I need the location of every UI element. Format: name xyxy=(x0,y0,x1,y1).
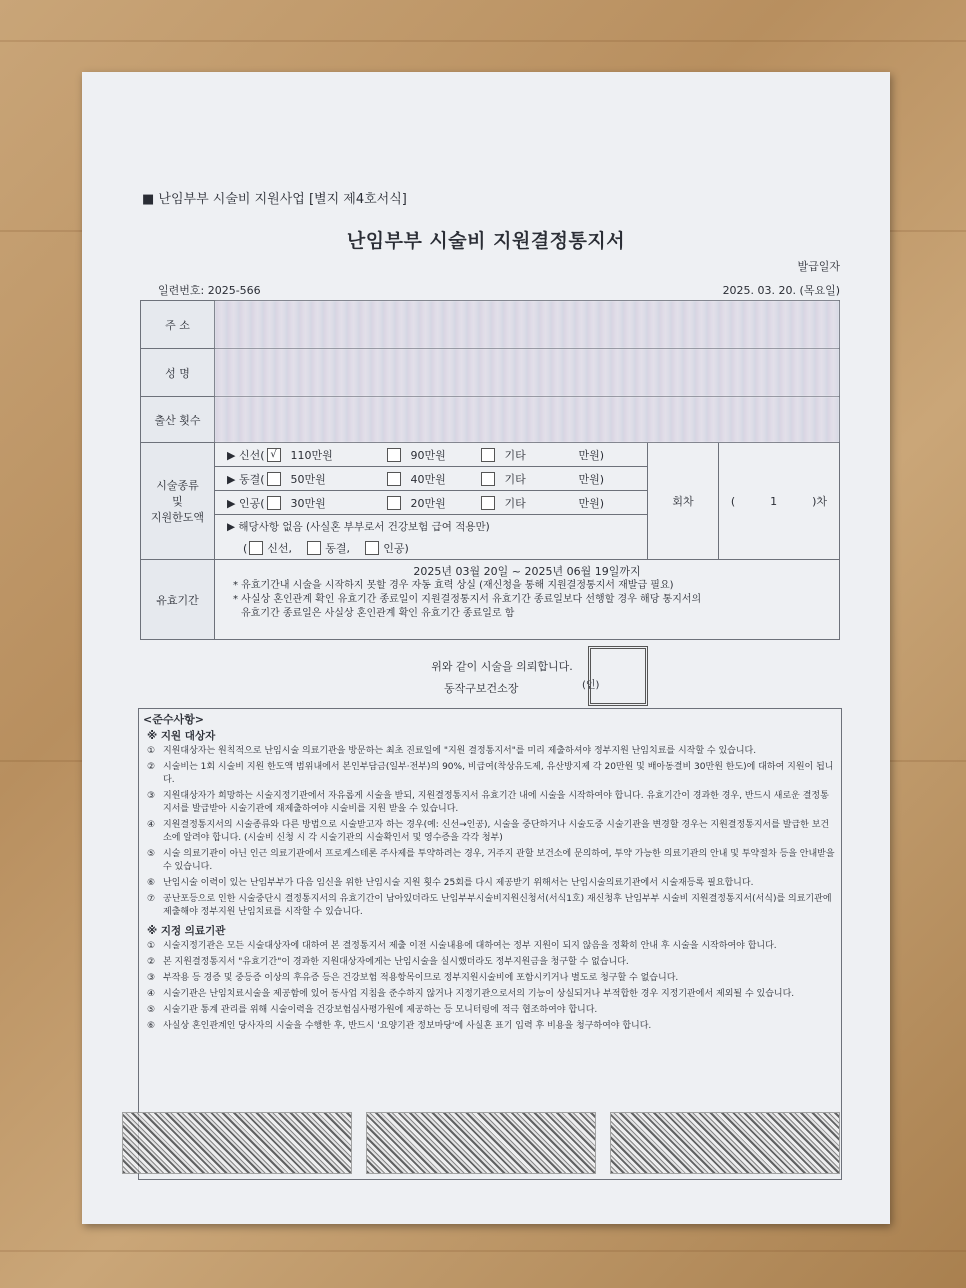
count-value: ( 1 )차 xyxy=(719,443,840,560)
institution-rules xyxy=(139,940,841,1033)
barcode-redacted xyxy=(366,1112,596,1174)
barcode-redacted xyxy=(122,1112,352,1174)
checkbox[interactable] xyxy=(387,496,401,510)
fresh-checkbox[interactable]: √ xyxy=(267,448,281,462)
form-tag: ■ 난임부부 시술비 지원사업 [별지 제4호서식] xyxy=(142,192,407,207)
item-text: 지원대상자가 희망하는 시술지정기관에서 자유롭게 시술을 받되, 지원결정통지서 유효기간 내에 시술을 시작하여야 합니다. 유효기간이 경과한 경우, 반드시 새로운 결정통지서를 발급받아 시술기관에 재제출하여야 시술비를 지원 받을 수 있습니다. xyxy=(163,791,829,814)
list-item xyxy=(147,1004,835,1017)
births-value-redacted xyxy=(215,397,840,443)
treatment-type-label: 시술종류 및 지원한도액 xyxy=(141,443,215,560)
item-number: ③ xyxy=(147,791,156,801)
item-text: 부작용 등 경증 및 중등증 이상의 후유증 등은 건강보험 적용항목이므로 정부지원시술비에 포함시키거나 별도로 청구할 수 없습니다. xyxy=(163,973,679,983)
list-item xyxy=(147,761,835,787)
checkbox[interactable] xyxy=(387,472,401,486)
validity-label: 유효기간 xyxy=(141,560,215,640)
document-title: 난임부부 시술비 지원결정통지서 xyxy=(346,230,626,252)
issue-date-label: 발급일자 xyxy=(797,260,840,273)
item-text: 지원대상자는 원칙적으로 난임시술 의료기관을 방문하는 최초 진료일에 "지원 결정통지서"를 미리 제출하셔야 정부지원 난임치료를 시작할 수 있습니다. xyxy=(163,746,757,756)
list-item xyxy=(147,972,835,985)
list-item xyxy=(147,988,835,1001)
list-item xyxy=(147,848,835,874)
treatment-options xyxy=(215,443,648,560)
wood-grain xyxy=(0,1250,966,1252)
item-number: ② xyxy=(147,762,156,772)
list-item xyxy=(147,893,835,919)
item-text: 사실상 혼인관계인 당사자의 시술을 수행한 후, 반드시 '요양기관 정보마당'에 사실혼 표기 입력 후 비용을 청구하여야 합니다. xyxy=(163,1021,652,1031)
checkbox[interactable] xyxy=(481,448,495,462)
list-item xyxy=(147,819,835,845)
option-none: ▶ 해당사항 없음 (사실혼 부부로서 건강보험 급여 적용만) xyxy=(227,520,490,533)
compliance-notes xyxy=(138,708,842,1180)
count-label: 회차 xyxy=(648,443,719,560)
iui-checkbox[interactable] xyxy=(267,496,281,510)
official-seal-stamp-icon xyxy=(588,646,648,706)
item-number: ⑥ xyxy=(147,1021,156,1031)
frozen-checkbox[interactable] xyxy=(267,472,281,486)
name-value-redacted xyxy=(215,349,840,397)
item-text: 시술기관은 난임치료시술을 제공함에 있어 동사업 지침을 준수하지 않거나 지정기관으로서의 기능이 상실되거나 부적합한 경우 지정기관에서 제외될 수 있습니다. xyxy=(163,989,795,999)
item-number: ④ xyxy=(147,989,156,999)
none-frozen-checkbox[interactable] xyxy=(307,541,321,555)
notes-title: <준수사항> xyxy=(143,713,204,726)
item-number: ① xyxy=(147,746,156,756)
checkbox[interactable] xyxy=(387,448,401,462)
item-text: 지원결정통지서의 시술종류와 다른 방법으로 시술받고자 하는 경우(예: 신선→인공), 시술을 중단하거나 시술도중 시술기관을 변경할 경우는 지원결정통지서를 발급한 보건소에 알려야 합니다. (시술비 신청 시 각 시술기관의 시술확인서 및 영수증을 각각 청부) xyxy=(163,820,830,843)
recipient-rules xyxy=(139,745,841,919)
option-frozen: ▶ 동결( 50만원 40만원 기타 만원) xyxy=(215,467,647,491)
validity-note: * 사실상 혼인관계 확인 유효기간 종료일이 지원결정통지서 유효기간 종료일보다 선행할 경우 해당 통지서의 xyxy=(233,594,702,605)
none-iui-checkbox[interactable] xyxy=(365,541,379,555)
list-item xyxy=(147,745,835,758)
item-text: 시술비는 1회 시술비 지원 한도액 범위내에서 본인부담금(일부·전부)의 90%, 비급여(착상유도제, 유산방지제 각 20만원 및 배아동결비 30만원 한도)에 대하여 지원이 됩니다. xyxy=(163,762,834,785)
barcode-redacted xyxy=(610,1112,840,1174)
item-text: 시술기관 통계 관리를 위해 시술이력을 건강보험심사평가원에 제공하는 등 모니터링에 적극 협조하여야 합니다. xyxy=(163,1005,598,1015)
item-number: ② xyxy=(147,957,156,967)
item-number: ⑤ xyxy=(147,1005,156,1015)
health-center-head: 동작구보건소장 xyxy=(444,682,519,695)
section-title: ※ 지원 대상자 xyxy=(147,730,216,742)
issue-date: 2025. 03. 20. (목요일) xyxy=(722,284,840,297)
list-item xyxy=(147,790,835,816)
address-label: 주 소 xyxy=(141,301,215,349)
list-item xyxy=(147,1020,835,1033)
item-text: 공난포등으로 인한 시술중단시 결정통지서의 유효기간이 남아있더라도 난임부부시술비지원신청서(서식1호) 재신청후 난임부부 시술비 지원결정통지서(서식)를 의료기관에 제출해야 정부지원 난임치료를 시작할 수 있습니다. xyxy=(163,894,832,917)
item-text: 난임시술 이력이 있는 난임부부가 다음 임신을 위한 난임시술 지원 횟수 25회를 다시 제공받기 위해서는 난임시술의료기관에서 시술재등록 필요합니다. xyxy=(163,878,754,888)
item-number: ⑦ xyxy=(147,894,156,904)
request-line: 위와 같이 시술을 의뢰합니다. xyxy=(431,660,573,673)
list-item xyxy=(147,877,835,890)
validity-note: 유효기간 종료일은 사실상 혼인관계 확인 유효기간 종료일로 함 xyxy=(241,608,515,619)
item-text: 시술 의료기관이 아닌 인근 의료기관에서 프로게스테론 주사제를 투약하려는 경우, 거주지 관할 보건소에 문의하여, 투약 가능한 의료기관의 안내 및 투약절차 등을 안내받을 수 있습니다. xyxy=(163,849,835,872)
births-label: 출산 횟수 xyxy=(141,397,215,443)
seal-mark: (인) xyxy=(582,680,600,691)
notice-document xyxy=(82,72,890,1224)
address-value-redacted xyxy=(215,301,840,349)
validity-period: 2025년 03월 20일 ~ 2025년 06월 19일까지 xyxy=(413,565,641,578)
validity-note: * 유효기간내 시술을 시작하지 못할 경우 자동 효력 상실 (재신청을 통해 지원결정통지서 재발급 필요) xyxy=(233,580,674,591)
item-number: ⑤ xyxy=(147,849,156,859)
name-label: 성 명 xyxy=(141,349,215,397)
none-fresh-checkbox[interactable] xyxy=(249,541,263,555)
section-title: ※ 지정 의료기관 xyxy=(147,925,226,937)
option-fresh: ▶ 신선( √ 110만원 90만원 기타 만원) xyxy=(215,443,647,467)
item-text: 본 지원결정통지서 "유효기간"이 경과한 지원대상자에게는 난임시술을 실시했더라도 정부지원금을 청구할 수 없습니다. xyxy=(163,957,629,967)
serial-number: 일련번호: 2025-566 xyxy=(158,284,261,297)
wood-grain xyxy=(0,40,966,42)
item-number: ① xyxy=(147,941,156,951)
checkbox[interactable] xyxy=(481,472,495,486)
item-number: ⑥ xyxy=(147,878,156,888)
list-item xyxy=(147,940,835,953)
item-number: ③ xyxy=(147,973,156,983)
checkbox[interactable] xyxy=(481,496,495,510)
info-table xyxy=(140,300,840,640)
item-number: ④ xyxy=(147,820,156,830)
option-none-types: ( 신선, 동결, 인공) xyxy=(243,541,409,555)
item-text: 시술지정기관은 모든 시술대상자에 대하여 본 결정통지서 제출 이전 시술내용에 대하여는 정부 지원이 되지 않음을 정확히 안내 후 시술을 시작하여야 합니다. xyxy=(163,941,777,951)
validity-cell xyxy=(215,560,840,640)
list-item xyxy=(147,956,835,969)
option-iui: ▶ 인공( 30만원 20만원 기타 만원) xyxy=(215,491,647,515)
